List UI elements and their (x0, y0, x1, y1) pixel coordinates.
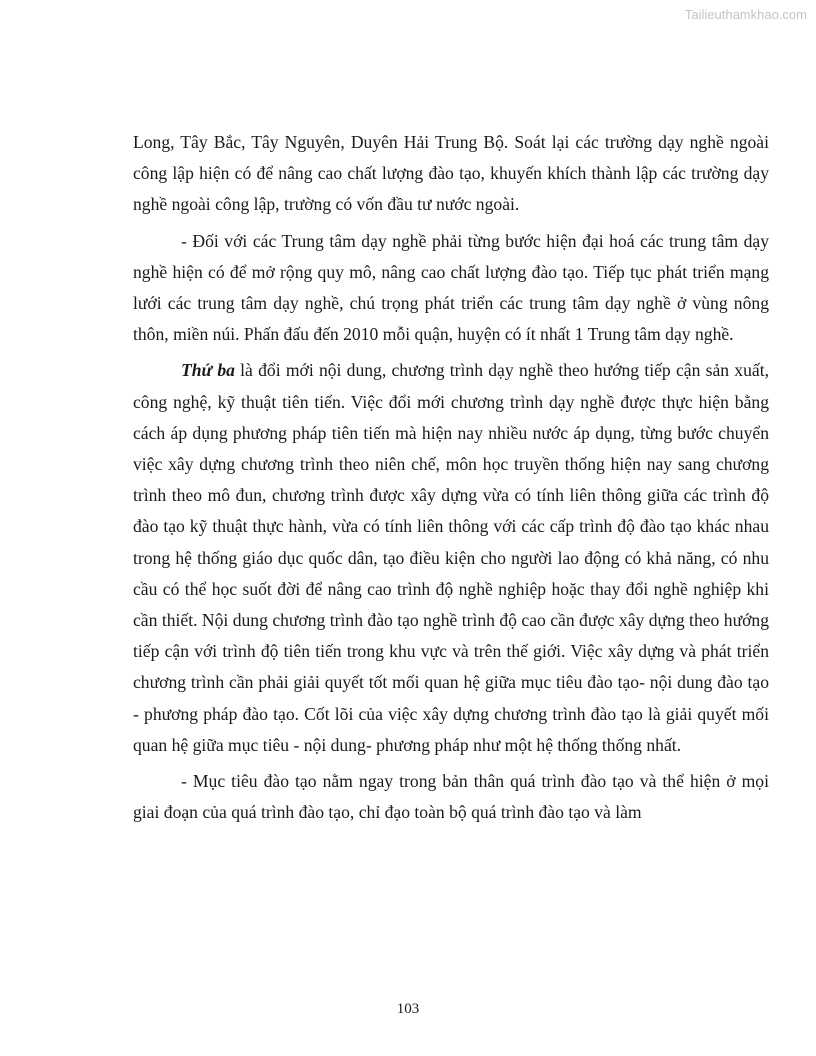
document-body (133, 127, 769, 833)
paragraph-1: Long, Tây Bắc, Tây Nguyên, Duyên Hải Trung Bộ. Soát lại các trường dạy nghề ngoài công lập hiện có để nâng cao chất lượng đào tạo, khuyến khích thành lập các trường dạy nghề ngoài công lập, trường có vốn đầu tư nước ngoài. (133, 132, 769, 215)
page-number: 103 (396, 1001, 420, 1017)
paragraph-3 (133, 355, 769, 761)
paragraph-3-text: là đổi mới nội dung, chương trình dạy nghề theo hướng tiếp cận sản xuất, công nghệ, kỹ thuật tiên tiến. Việc đổi mới chương trình dạy nghề được thực hiện bằng cách áp dụng phương pháp tiên tiến mà hiện nay nhiều nước áp dụng, từng bước chuyển việc xây dựng chương trình theo niên chế, môn học truyền thống hiện nay sang chương trình theo mô đun, chương trình được xây dựng vừa có tính liên thông giữa các trình độ đào tạo kỹ thuật thực hành, vừa có tính liên thông với các cấp trình độ đào tạo khác nhau trong hệ thống giáo dục quốc dân, tạo điều kiện cho người lao động có khả năng, có nhu cầu có thể học suốt đời để nâng cao trình độ nghề nghiệp hoặc thay đổi nghề nghiệp khi cần thiết. Nội dung chương trình đào tạo nghề trình độ cao cần được xây dựng theo hướng tiếp cận với trình độ tiên tiến trong khu vực và trên thế giới. Việc xây dựng và phát triển chương trình cần phải giải quyết tốt mối quan hệ giữa mục tiêu đào tạo- nội dung đào tạo - phương pháp đào tạo. Cốt lõi của việc xây dựng chương trình đào tạo là giải quyết mối quan hệ giữa mục tiêu - nội dung- phương pháp như một hệ thống thống nhất. (133, 360, 769, 755)
paragraph-4: - Mục tiêu đào tạo nằm ngay trong bản thân quá trình đào tạo và thể hiện ở mọi giai đoạn của quá trình đào tạo, chỉ đạo toàn bộ quá trình đào tạo và làm (133, 771, 769, 823)
paragraph-2: - Đối với các Trung tâm dạy nghề phải từng bước hiện đại hoá các trung tâm dạy nghề hiện có để mở rộng quy mô, nâng cao chất lượng đào tạo. Tiếp tục phát triển mạng lưới các trung tâm dạy nghề, chú trọng phát triển các trung tâm dạy nghề ở vùng nông thôn, miền núi. Phấn đấu đến 2010 mỗi quận, huyện có ít nhất 1 Trung tâm dạy nghề. (133, 230, 769, 345)
paragraph-3-lead: Thứ ba (181, 360, 235, 381)
watermark-text: Tailieuthamkhao.com (684, 7, 807, 22)
